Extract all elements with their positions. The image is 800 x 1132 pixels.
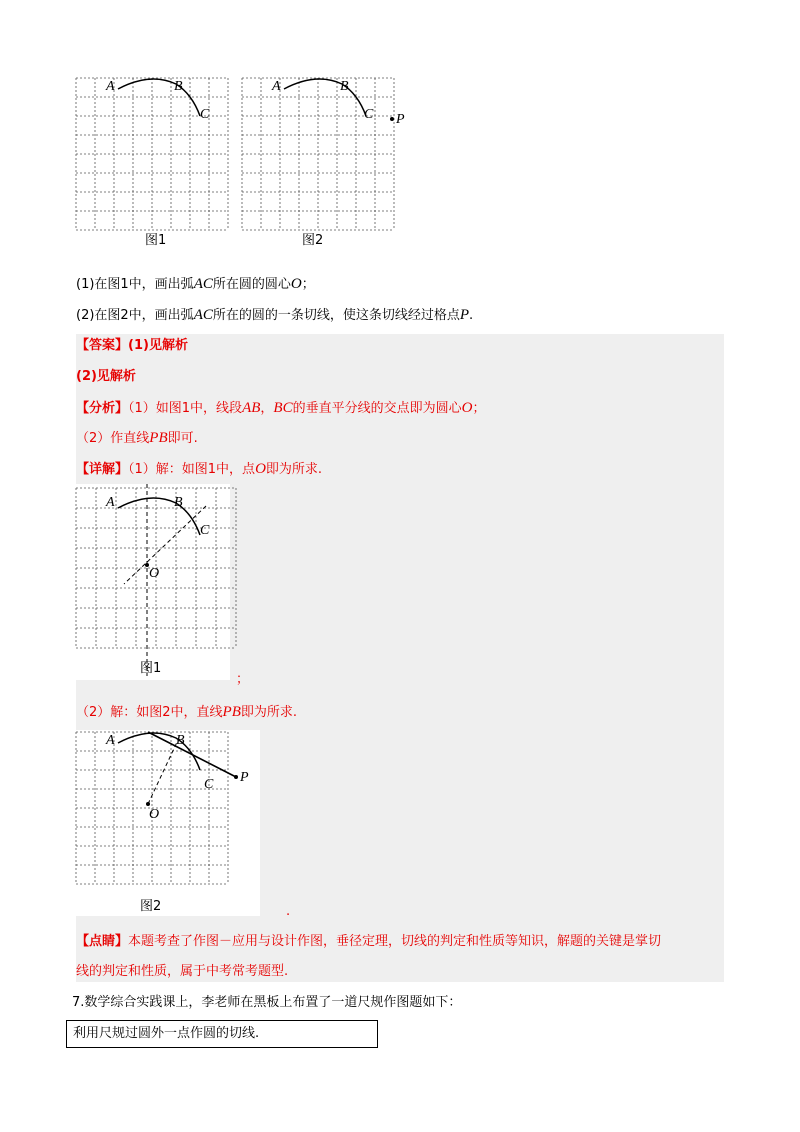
label-b: B [174, 79, 183, 94]
figure-2-caption: 图2 [302, 233, 324, 248]
label-a: A [106, 495, 115, 510]
figure-2 [236, 72, 416, 252]
task-box [66, 1020, 378, 1048]
label-p: P [396, 112, 405, 127]
point-p [390, 117, 394, 121]
comment-line-1: 【点睛】本题考查了作图－应用与设计作图，垂径定理，切线的判定和性质等知识，解题的关键是掌切 [76, 934, 662, 949]
solution-figure-2-caption: 图2 [140, 899, 162, 914]
arc-ac [118, 498, 200, 535]
answer-line-2: (2)见解析 [76, 369, 136, 384]
period-after-fig2: . [286, 904, 291, 919]
label-b: B [176, 733, 185, 748]
arc-ac [284, 79, 366, 116]
label-o: O [149, 807, 160, 822]
arc-ac [118, 79, 200, 116]
solution-figure-2 [70, 726, 270, 918]
solution-figure-1 [70, 480, 240, 680]
detail-line-2: （2）解：如图2中，直线PB即为所求. [76, 704, 298, 720]
figure-1-caption: 图1 [145, 233, 167, 248]
solution-figure-1-caption: 图1 [140, 661, 162, 676]
label-a: A [272, 79, 281, 94]
label-a: A [106, 79, 115, 94]
label-c: C [200, 107, 210, 122]
question-2: (2)在图2中，画出弧AC所在的圆的一条切线，使这条切线经过格点P. [76, 307, 474, 323]
figure-1 [70, 72, 240, 252]
label-b: B [340, 79, 349, 94]
analysis-line-2: （2）作直线PB即可. [76, 430, 198, 446]
semicolon-after-fig1: ； [236, 672, 250, 687]
label-c: C [364, 107, 374, 122]
analysis-line-1: 【分析】（1）如图1中，线段AB，BC的垂直平分线的交点即为圆心O； [76, 400, 486, 416]
task-text: 利用尺规过圆外一点作圆的切线. [73, 1026, 260, 1041]
label-a: A [106, 733, 115, 748]
question-1: (1)在图1中，画出弧AC所在圆的圆心O； [76, 276, 315, 292]
label-c: C [200, 523, 210, 538]
radius-ob [148, 740, 178, 804]
point-p [234, 775, 238, 779]
comment-line-2: 线的判定和性质，属于中考常考题型. [76, 964, 289, 979]
label-o: O [149, 566, 160, 581]
grid [242, 78, 394, 230]
grid [76, 78, 228, 230]
label-p: P [240, 770, 249, 785]
answer-line-1: 【答案】(1)见解析 [76, 338, 188, 353]
problem-7-intro: 7.数学综合实践课上，李老师在黑板上布置了一道尺规作图题如下： [72, 995, 462, 1010]
center-o [146, 802, 150, 806]
label-c: C [204, 777, 214, 792]
detail-line-1: 【详解】（1）解：如图1中，点O即为所求. [76, 461, 323, 477]
label-b: B [174, 495, 183, 510]
